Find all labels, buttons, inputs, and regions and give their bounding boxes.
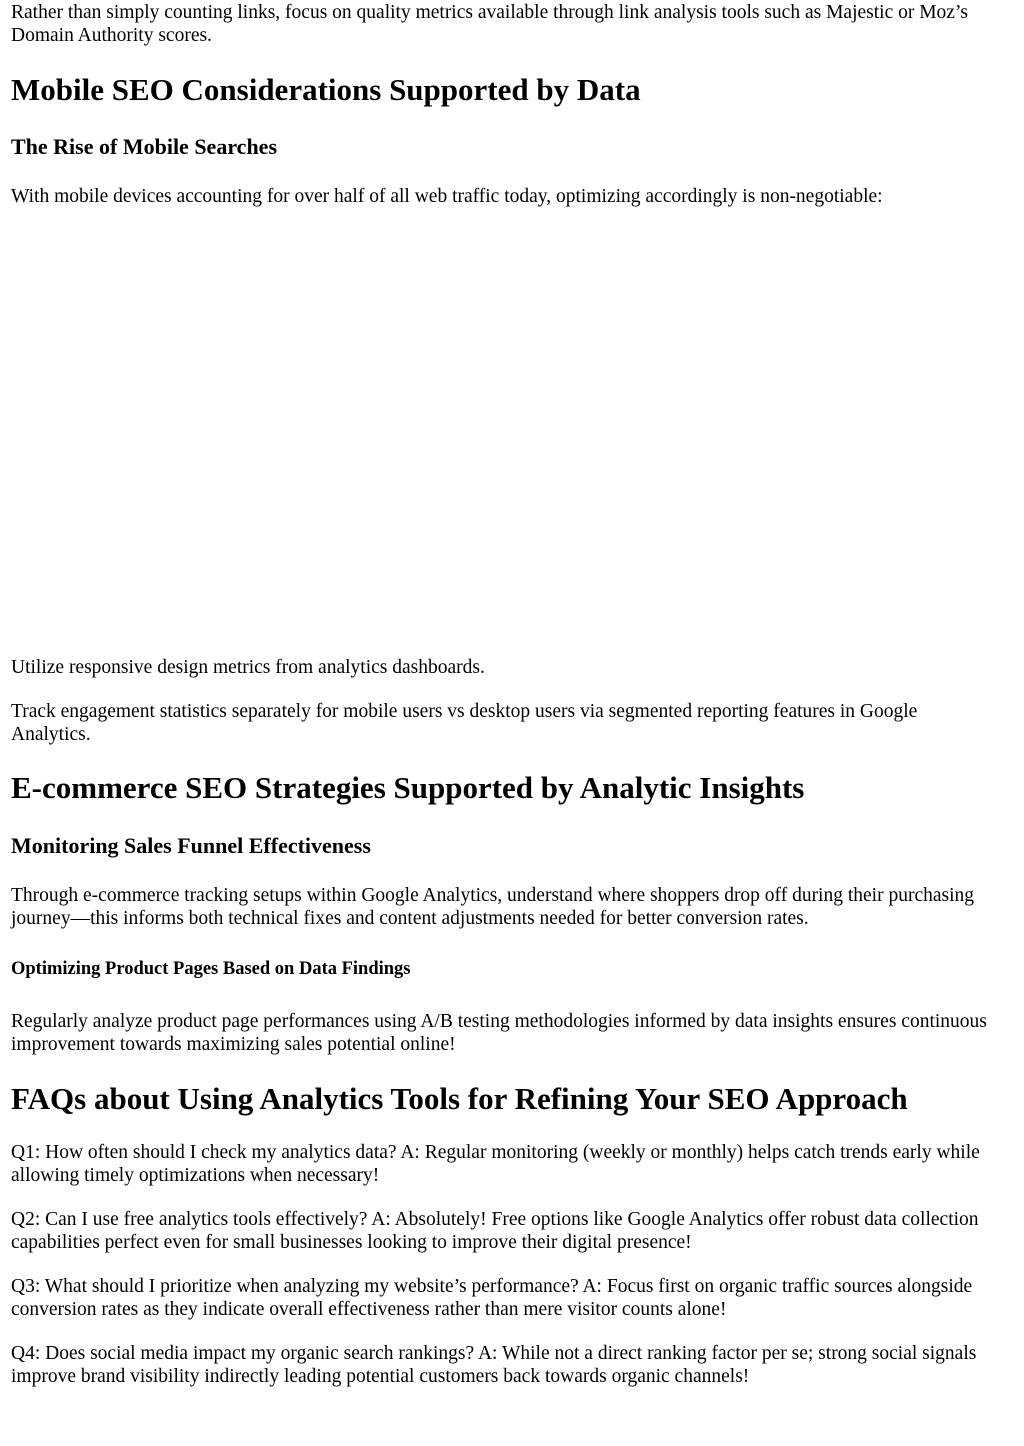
faq-item: Q3: What should I prioritize when analyzing my website’s performance? A: Focus first on organic traffic sources alongside conversion rates as they indicate overall effectiveness rather than mere visitor counts alone!	[11, 1276, 973, 1320]
faq-item: Q4: Does social media impact my organic search rankings? A: While not a direct ranking factor per se; strong social signals improve brand visibility indirectly leading potential customers back towards organic channels!	[11, 1343, 977, 1387]
faq-item: Q1: How often should I check my analytics data? A: Regular monitoring (weekly or monthly) helps catch trends early while allowing timely optimizations when necessary!	[11, 1142, 980, 1186]
intro-paragraph: Rather than simply counting links, focus on quality metrics available through link analysis tools such as Majestic or Moz’s Domain Authority scores.	[11, 2, 968, 46]
product-pages-heading: Optimizing Product Pages Based on Data Findings	[11, 959, 411, 979]
mobile-intro-paragraph: With mobile devices accounting for over half of all web traffic today, optimizing accordingly is non-negotiable:	[11, 186, 883, 207]
faqs-heading: FAQs about Using Analytics Tools for Refining Your SEO Approach	[11, 1081, 908, 1116]
mobile-point-responsive: Utilize responsive design metrics from analytics dashboards.	[11, 657, 485, 678]
mobile-searches-subheading: The Rise of Mobile Searches	[11, 134, 278, 159]
mobile-seo-heading: Mobile SEO Considerations Supported by Data	[11, 72, 641, 107]
sales-funnel-subheading: Monitoring Sales Funnel Effectiveness	[11, 833, 371, 858]
blank-image-area	[11, 225, 1001, 645]
product-pages-paragraph: Regularly analyze product page performances using A/B testing methodologies informed by data insights ensures continuous improvement towards maximizing sales potential online!	[11, 1011, 987, 1055]
sales-funnel-paragraph: Through e-commerce tracking setups within Google Analytics, understand where shoppers drop off during their purchasing journey—this informs both technical fixes and content adjustments needed for better conversion rates.	[11, 885, 975, 929]
faq-item: Q2: Can I use free analytics tools effectively? A: Absolutely! Free options like Google Analytics offer robust data collection capabilities perfect even for small businesses looking to improve their digital presence!	[11, 1209, 979, 1253]
ecommerce-seo-heading: E-commerce SEO Strategies Supported by Analytic Insights	[11, 770, 805, 805]
mobile-point-engagement: Track engagement statistics separately for mobile users vs desktop users via segmented reporting features in Google Analytics.	[11, 701, 918, 745]
